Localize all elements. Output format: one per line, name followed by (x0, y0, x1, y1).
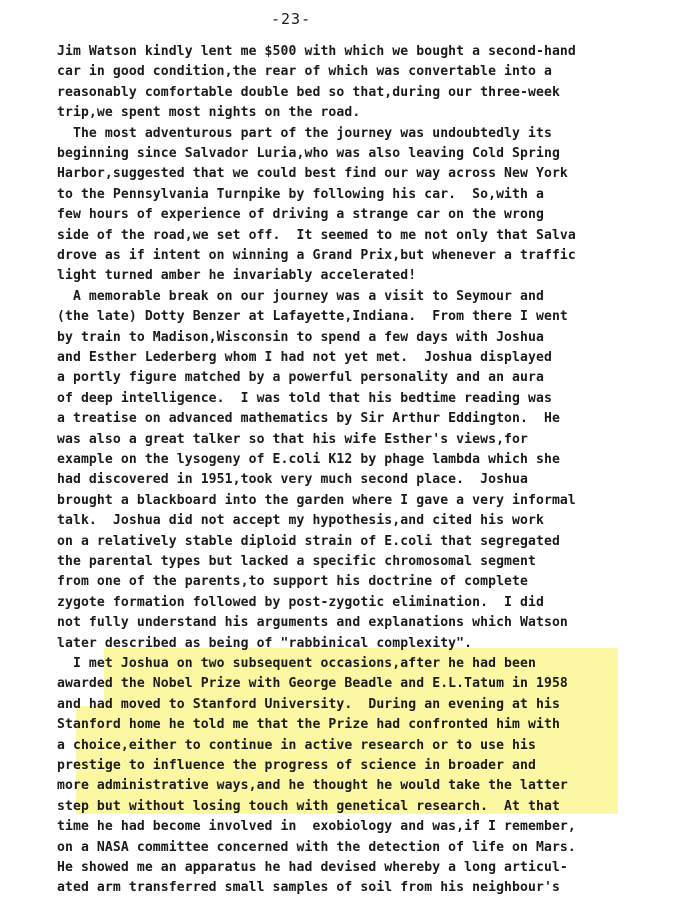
text-line: by train to Madison,Wisconsin to spend a few days with Joshua (57, 329, 544, 345)
text-line: (the late) Dotty Benzer at Lafayette,Indiana. From there I went (57, 309, 568, 325)
text-line: a portly figure matched by a powerful personality and an aura (57, 370, 544, 386)
text-line: He showed me an apparatus he had devised whereby a long articul- (57, 860, 568, 875)
text-line: on a NASA committee concerned with the detection of life on Mars. (57, 839, 576, 855)
text-line: later described as being of "rabbinical complexity". (57, 635, 473, 651)
text-line: and Esther Lederberg whom I had not yet met. Joshua displayed (57, 350, 552, 365)
text-line: more administrative ways,and he thought he would take the latter (57, 778, 568, 794)
text-line: from one of the parents,to support his doctrine of complete (57, 574, 529, 590)
text-line: prestige to influence the progress of science in broader and (57, 758, 536, 773)
text-line: the parental types but lacked a specific chromosomal segment (57, 554, 536, 569)
text-line: of deep intelligence. I was told that his bedtime reading was (57, 390, 552, 406)
text-line: Stanford home he told me that the Prize had confronted him with (57, 717, 560, 733)
text-line: few hours of experience of driving a strange car on the wrong (57, 207, 544, 223)
text-line: ated arm transferred small samples of soil from his neighbour's (57, 880, 560, 896)
text-line: The most adventurous part of the journey was undoubtedly its (57, 125, 552, 141)
text-line: A memorable break on our journey was a visit to Seymour and (57, 288, 544, 304)
text-line: car in good condition,the rear of which was convertable into a (57, 64, 552, 80)
page-number: -23- (271, 10, 312, 28)
text-line: I met Joshua on two subsequent occasions,after he had been (57, 656, 536, 671)
text-line: drove as if intent on winning a Grand Prix,but whenever a traffic (57, 248, 576, 263)
text-line: Harbor,suggested that we could best find our way across New York (57, 166, 568, 182)
text-line: on a relatively stable diploid strain of E.coli that segregated (57, 533, 560, 549)
text-line: beginning since Salvador Luria,who was also leaving Cold Spring (57, 146, 560, 161)
text-line: reasonably comfortable double bed so that,during our three-week (57, 84, 560, 100)
text-line: brought a blackboard into the garden where I gave a very informal (57, 492, 576, 508)
text-line: light turned amber he invariably accelerated! (57, 268, 417, 284)
text-line: example on the lysogeny of E.coli K12 by phage lambda which she (57, 452, 560, 467)
text-line: talk. Joshua did not accept my hypothesis,and cited his work (57, 513, 544, 529)
text-line: zygote formation followed by post-zygotic elimination. I did (57, 594, 544, 610)
text-line: a treatise on advanced mathematics by Sir Arthur Eddington. He (57, 411, 560, 427)
text-line: side of the road,we set off. It seemed to me not only that Salva (57, 227, 576, 243)
text-line: Jim Watson kindly lent me $500 with which we bought a second-hand (57, 44, 576, 59)
text-line: a choice,either to continue in active research or to use his (57, 737, 536, 753)
text-line: time he had become involved in exobiology and was,if I remember, (57, 819, 576, 835)
text-line: trip,we spent most nights on the road. (57, 105, 361, 121)
text-line: step but without losing touch with genetical research. At that (57, 798, 560, 814)
text-line: had discovered in 1951,took very much second place. Joshua (57, 472, 529, 488)
text-line: to the Pennsylvania Turnpike by following his car. So,with a (57, 186, 544, 202)
text-line: awarded the Nobel Prize with George Beadle and E.L.Tatum in 1958 (57, 676, 568, 692)
text-line: and had moved to Stanford University. During an evening at his (57, 696, 560, 712)
text-line: not fully understand his arguments and explanations which Watson (57, 615, 568, 631)
text-line: was also a great talker so that his wife Esther's views,for (57, 431, 529, 447)
